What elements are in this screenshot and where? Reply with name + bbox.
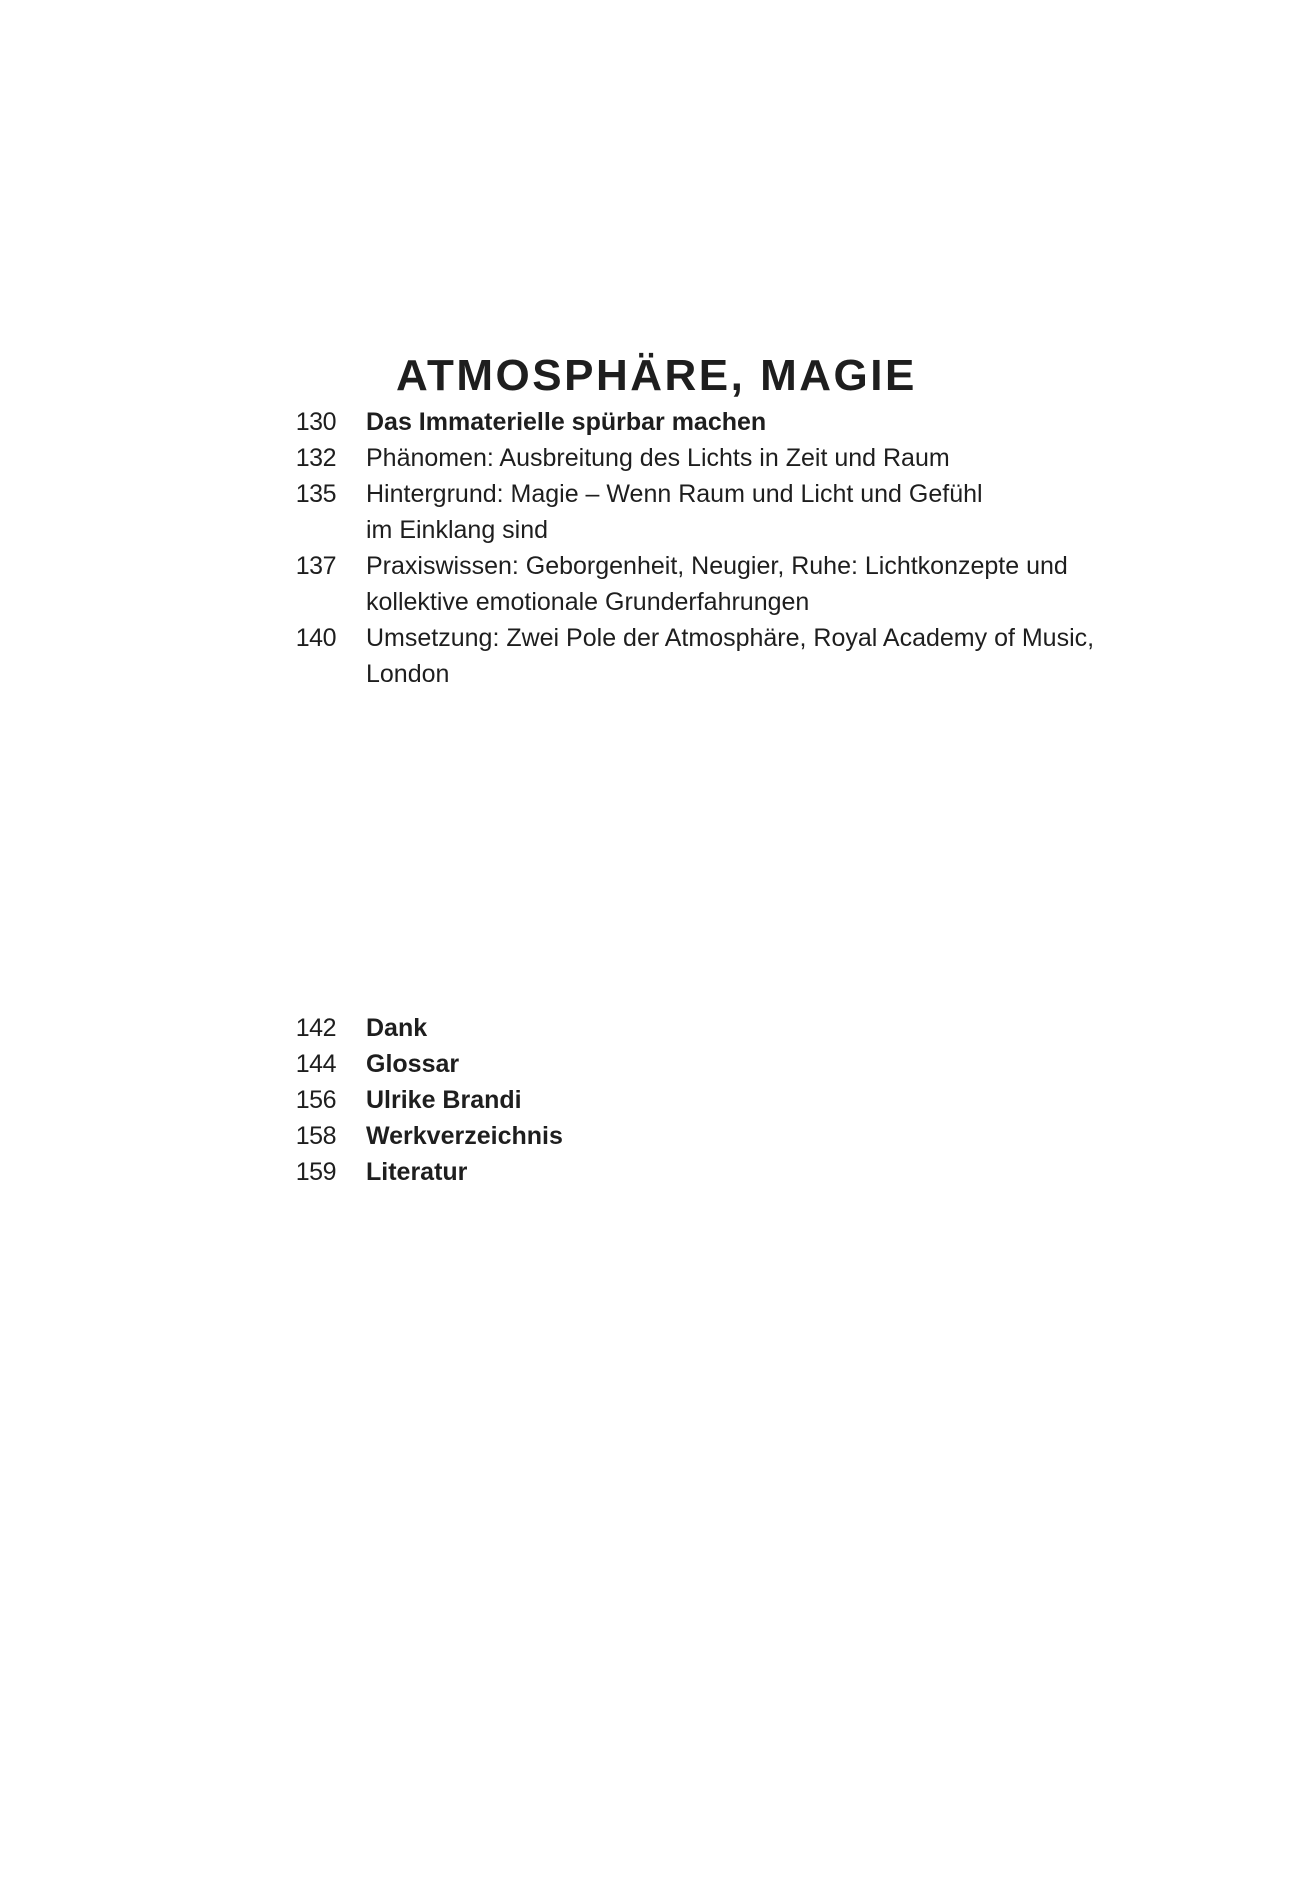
toc-entry xyxy=(0,440,1292,476)
page-number: 142 xyxy=(295,1014,336,1042)
toc-entry xyxy=(0,620,1292,692)
toc-entry xyxy=(0,1154,1292,1190)
toc-entry xyxy=(0,476,1292,548)
entry-title: Ulrike Brandi xyxy=(366,1086,522,1114)
entry-title: Glossar xyxy=(366,1050,460,1078)
toc-entry xyxy=(0,404,1292,440)
page-number: 158 xyxy=(295,1122,336,1150)
page-number: 135 xyxy=(295,480,336,508)
section-title: ATMOSPHÄRE, MAGIE xyxy=(396,351,917,400)
toc-entry xyxy=(0,548,1292,620)
page-number: 132 xyxy=(295,444,336,472)
toc-entry xyxy=(0,1046,1292,1082)
toc-entry xyxy=(0,1010,1292,1046)
entry-title: Das Immaterielle spürbar machen xyxy=(366,408,767,436)
page-number: 156 xyxy=(295,1086,336,1114)
page-number: 140 xyxy=(295,624,336,652)
entry-title: Hintergrund: Magie – Wenn Raum und Licht und Gefühl im Einklang sind xyxy=(366,480,983,544)
entry-title: Phänomen: Ausbreitung des Lichts in Zeit und Raum xyxy=(366,444,950,472)
entry-title: Praxiswissen: Geborgenheit, Neugier, Ruhe: Lichtkonzepte und kollektive emotionale Grunderfahrungen xyxy=(366,552,1068,616)
page-number: 144 xyxy=(295,1050,336,1078)
toc-entries-appendix xyxy=(0,1010,1292,1190)
entry-title: Umsetzung: Zwei Pole der Atmosphäre, Royal Academy of Music, London xyxy=(366,624,1095,688)
page-number: 137 xyxy=(295,552,336,580)
entry-title: Werkverzeichnis xyxy=(366,1122,563,1150)
page-number: 159 xyxy=(295,1158,336,1186)
page-number: 130 xyxy=(295,408,336,436)
toc-entry xyxy=(0,1082,1292,1118)
toc-entries-atmosphere xyxy=(0,404,1292,692)
entry-title: Dank xyxy=(366,1014,428,1042)
entry-title: Literatur xyxy=(366,1158,468,1186)
toc-entry xyxy=(0,1118,1292,1154)
